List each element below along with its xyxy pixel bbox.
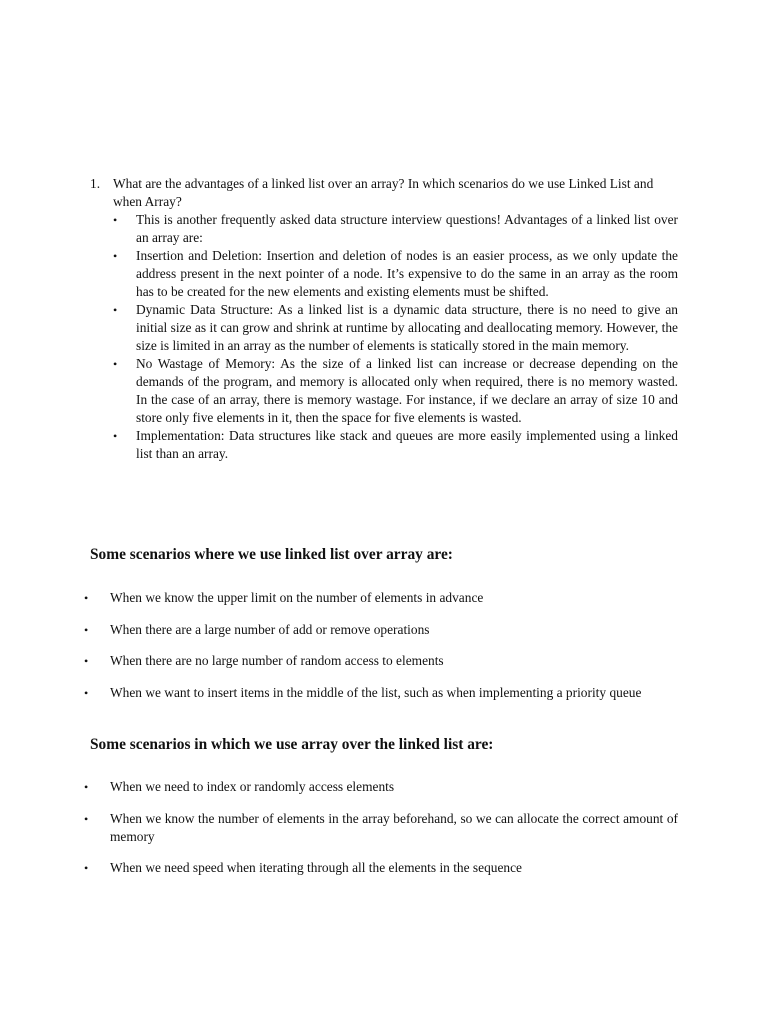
bullet-icon: •: [84, 780, 89, 794]
array-scenarios-list: [84, 778, 678, 891]
list-item: [113, 427, 678, 463]
list-item-text: When there are a large number of add or remove operations: [110, 621, 430, 637]
list-item-text: This is another frequently asked data structure interview questions! Advantages of a linked list over an array are:: [136, 212, 678, 245]
list-item-text: When we know the upper limit on the number of elements in advance: [110, 590, 484, 605]
list-item: [84, 589, 678, 607]
advantages-list: [90, 211, 678, 463]
bullet-icon: •: [84, 811, 89, 826]
question-block: [90, 175, 678, 463]
list-item: [84, 684, 678, 702]
bullet-icon: •: [113, 357, 118, 371]
bullet-icon: •: [113, 429, 118, 443]
array-scenarios-heading: Some scenarios in which we use array over the linked list are:: [90, 736, 494, 753]
bullet-icon: •: [84, 591, 89, 605]
list-item: [84, 621, 678, 639]
list-item-text: When we need to index or randomly access elements: [110, 779, 395, 794]
question-number: 1.: [90, 176, 101, 191]
linked-list-scenarios-list: [84, 589, 678, 715]
list-item: [113, 211, 678, 247]
list-item: [113, 301, 678, 355]
list-item: [84, 652, 678, 670]
list-item-text: When we know the number of elements in the array beforehand, so we can allocate the correct amount of memory: [110, 810, 678, 844]
bullet-icon: •: [84, 654, 89, 668]
list-item-text: When we need speed when iterating through all the elements in the sequence: [110, 860, 522, 875]
bullet-icon: •: [84, 622, 89, 637]
list-item: [113, 247, 678, 301]
list-item-text: No Wastage of Memory: As the size of a linked list can increase or decrease depending on the demands of the program, and memory is allocated only when required, there is no memory wasted. In the case of an array, there is memory wastage. For instance, if we declare an array of size 10 and store only five elements in it, then the space for five elements is wasted.: [136, 356, 678, 425]
list-item: [84, 859, 678, 877]
list-item-text: Insertion and Deletion: Insertion and deletion of nodes is an easier process, as we only update the address present in the next pointer of a node. It’s expensive to do the same in an array as the room has to be created for the new elements and existing elements must be shifted.: [136, 248, 678, 299]
question-row: [90, 175, 678, 211]
list-item: [113, 355, 678, 427]
list-item-text: When we want to insert items in the middle of the list, such as when implementing a priority queue: [110, 684, 642, 700]
bullet-icon: •: [113, 303, 118, 317]
question-text: What are the advantages of a linked list over an array? In which scenarios do we use Linked List and when Array?: [113, 176, 654, 209]
list-item-text: Dynamic Data Structure: As a linked list is a dynamic data structure, there is no need to give an initial size as it can grow and shrink at runtime by allocating and deallocating memory. However, the size is limited in an array as the number of elements is statically stored in the main memory.: [136, 302, 678, 353]
list-item: [84, 778, 678, 796]
list-item: [84, 810, 678, 846]
bullet-icon: •: [84, 685, 89, 700]
list-item-text: Implementation: Data structures like stack and queues are more easily implemented using a linked list than an array.: [136, 428, 678, 461]
bullet-icon: •: [84, 861, 89, 875]
list-item-text: When there are no large number of random access to elements: [110, 653, 444, 668]
bullet-icon: •: [113, 213, 118, 227]
linked-list-scenarios-heading: Some scenarios where we use linked list over array are:: [90, 546, 453, 563]
bullet-icon: •: [113, 249, 118, 263]
